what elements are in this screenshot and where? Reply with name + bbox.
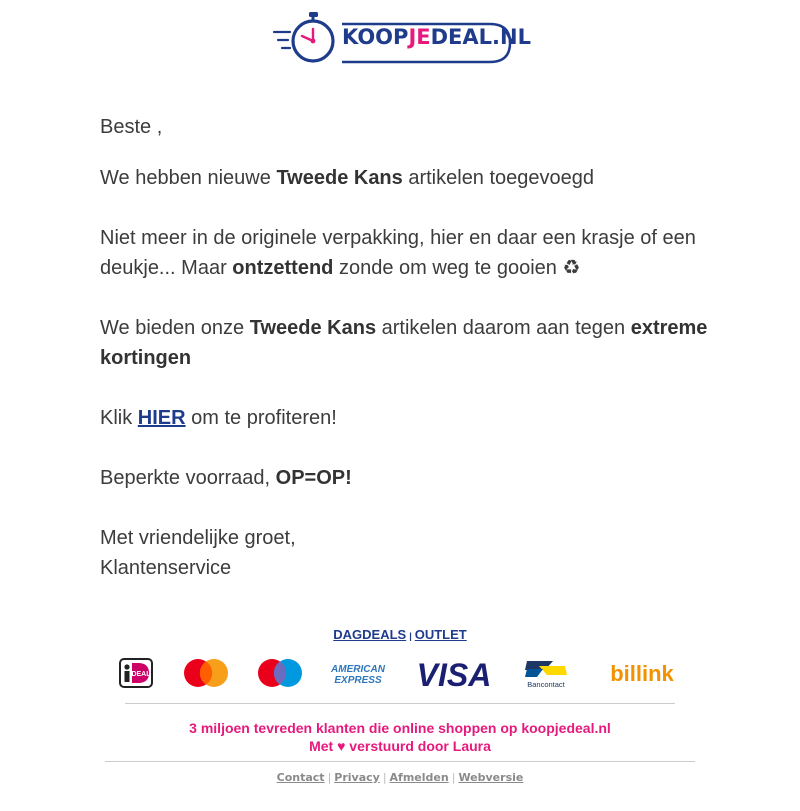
ideal-icon	[118, 655, 154, 691]
privacy-link[interactable]: Privacy	[334, 771, 380, 784]
description-paragraph: Niet meer in de originele verpakking, hier en daar een krasje of een deukje... Maar ontzettend zonde om weg te gooien ♻	[100, 227, 696, 279]
separator: |	[327, 771, 332, 784]
svg-text:EXPRESS: EXPRESS	[334, 675, 382, 686]
koopjedeal-logo[interactable]	[272, 10, 531, 68]
closing: Met vriendelijke groet,	[100, 527, 296, 549]
logo-text: KOOPJEDEAL.NL	[342, 25, 531, 49]
separator: |	[382, 771, 387, 784]
billink-icon	[602, 655, 682, 691]
maestro-icon	[256, 655, 304, 691]
separator: |	[451, 771, 456, 784]
afmelden-link[interactable]: Afmelden	[389, 771, 449, 784]
contact-link[interactable]: Contact	[276, 771, 325, 784]
footer-small-links	[0, 771, 800, 784]
stock-paragraph: Beperkte voorraad, OP=OP!	[100, 467, 352, 489]
divider	[125, 703, 675, 704]
svg-text:billink: billink	[610, 661, 674, 686]
offer-paragraph: We bieden onze Tweede Kans artikelen daarom aan tegen extreme kortingen	[100, 317, 708, 369]
mastercard-icon	[182, 655, 230, 691]
divider	[105, 761, 695, 762]
hier-link[interactable]: HIER	[137, 407, 186, 429]
signature: Klantenservice	[100, 557, 232, 579]
svg-text:iDEAL: iDEAL	[129, 671, 151, 678]
svg-text:VISA: VISA	[416, 658, 492, 688]
intro-paragraph: We hebben nieuwe Tweede Kans artikelen toegevoegd	[100, 167, 595, 189]
tagline-line2: Met ♥ verstuurd door Laura	[309, 738, 491, 754]
american-express-icon	[328, 655, 388, 691]
svg-text:Bancontact: Bancontact	[527, 680, 565, 689]
cta-paragraph: Klik HIER om te profiteren!	[100, 407, 337, 429]
tagline-line1: 3 miljoen tevreden klanten die online shoppen op koopjedeal.nl	[189, 720, 611, 736]
payment-methods	[118, 655, 682, 691]
tagline	[0, 719, 800, 755]
recycle-icon: ♻	[562, 257, 581, 279]
greeting: Beste ,	[100, 116, 163, 138]
visa-icon	[412, 655, 496, 691]
bancontact-icon	[522, 655, 570, 691]
svg-text:AMERICAN: AMERICAN	[331, 664, 385, 675]
separator: |	[409, 631, 412, 641]
stopwatch-icon	[272, 10, 342, 68]
webversie-link[interactable]: Webversie	[458, 771, 524, 784]
dagdeals-link[interactable]: DAGDEALS	[333, 627, 407, 642]
outlet-link[interactable]: OUTLET	[414, 627, 467, 642]
email-body	[100, 112, 710, 583]
footer-nav	[0, 627, 800, 642]
